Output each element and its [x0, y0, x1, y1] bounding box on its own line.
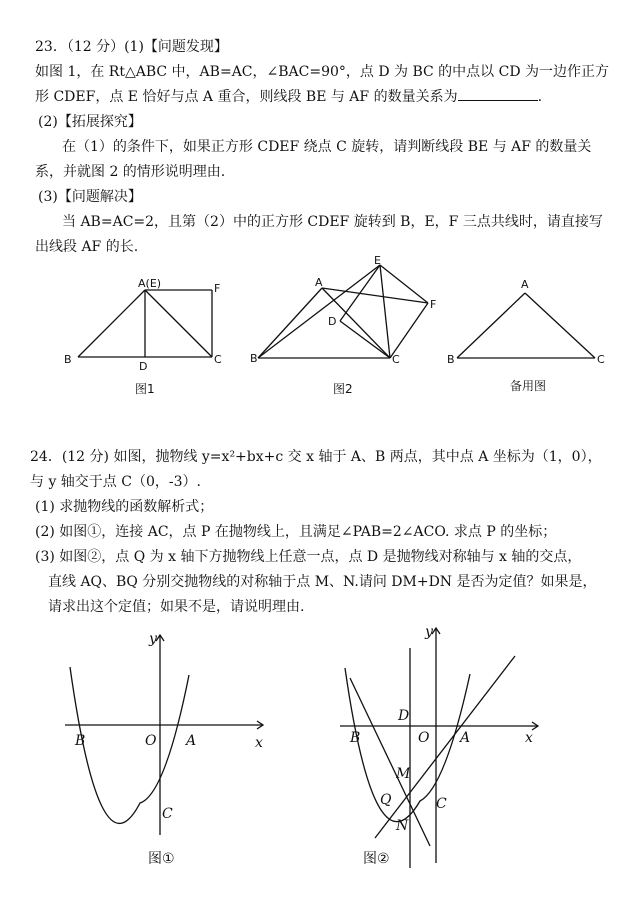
point-label-Q: Q: [380, 792, 392, 808]
point-label-B: B: [250, 352, 258, 365]
q23-text-line: 出线段 AF 的长.: [35, 239, 139, 255]
point-label-C: C: [392, 353, 400, 366]
q23-text-line: 形 CDEF，点 E 恰好与点 A 重合，则线段 BE 与 AF 的数量关系为 .: [35, 89, 543, 105]
q23-figure-spare: [445, 275, 615, 375]
point-label-O: O: [418, 730, 430, 746]
q23-text-line: 在（1）的条件下，如果正方形 CDEF 绕点 C 旋转，请判断线段 BE 与 AF 的数量关: [62, 139, 592, 155]
q24-text-line: 直线 AQ、BQ 分别交抛物线的对称轴于点 M、N.请问 DM+DN 是否为定值？如果是，: [48, 574, 597, 590]
point-label-D: D: [139, 360, 148, 373]
point-label-C: C: [436, 796, 447, 812]
point-label-A: A: [315, 276, 323, 289]
point-label-E: E: [374, 255, 381, 267]
q24-text-line: 请求出这个定值；如果不是，请说明理由.: [48, 599, 305, 615]
point-label-C: C: [214, 353, 222, 366]
figure-caption: 图1: [135, 382, 155, 396]
q24-part1: (1) 求抛物线的函数解析式；: [35, 499, 214, 515]
point-label-F: F: [430, 298, 437, 311]
q24-part3: (3) 如图②，点 Q 为 x 轴下方抛物线上任意一点，点 D 是抛物线对称轴与 x 轴的交点，: [35, 549, 582, 565]
figure-caption: 图①: [148, 851, 175, 867]
point-label-N: N: [396, 818, 409, 834]
point-label-O: O: [145, 733, 157, 749]
q24-part2: (2) 如图①，连接 AC，点 P 在抛物线上，且满足∠PAB=2∠ACO. 求点 P 的坐标；: [35, 524, 557, 540]
answer-blank: [458, 100, 538, 101]
q23-figure-2: [250, 255, 450, 390]
figure-caption: 图2: [333, 382, 353, 396]
q23-text-line: 当 AB=AC=2，且第（2）中的正方形 CDEF 旋转到 B，E，F 三点共线时，请直接写: [62, 214, 603, 230]
point-label-D: D: [328, 315, 337, 328]
point-label-A: A: [521, 278, 529, 291]
point-label-C: C: [162, 806, 173, 822]
q23-text-line: 系，并就图 2 的情形说明理由.: [35, 164, 226, 180]
q23-text-line: 如图 1，在 Rt△ABC 中，AB=AC，∠BAC=90°，点 D 为 BC 的中点以 CD 为一边作正方: [35, 64, 610, 80]
point-label-B: B: [75, 733, 86, 749]
figure-caption: 图②: [363, 851, 390, 867]
q23-part3-heading: (3)【问题解决】: [38, 189, 142, 205]
q24-heading: 24．(12 分) 如图，抛物线 y=x²+bx+c 交 x 轴于 A、B 两点，其中点 A 坐标为（1，0），: [30, 449, 602, 465]
q23-heading: 23．（12 分）(1)【问题发现】: [35, 39, 228, 55]
point-label-D: D: [398, 708, 410, 724]
axis-label-x: x: [255, 735, 263, 751]
axis-label-x: x: [525, 730, 533, 746]
figure-caption: 备用图: [510, 379, 547, 393]
point-label-A: A: [186, 733, 197, 749]
point-label-B: B: [350, 730, 361, 746]
point-label-F: F: [214, 282, 221, 295]
point-label-A: A(E): [138, 277, 162, 290]
point-label-M: M: [396, 766, 411, 782]
axis-label-y: y: [149, 631, 157, 647]
point-label-B: B: [447, 353, 455, 366]
q23-part2-heading: (2)【拓展探究】: [38, 114, 142, 130]
q24-text-line: 与 y 轴交于点 C（0，-3）.: [30, 474, 201, 490]
q24-figure-1: [55, 625, 285, 865]
point-label-B: B: [64, 353, 72, 366]
point-label-A: A: [460, 730, 471, 746]
axis-label-y: y: [425, 624, 433, 640]
point-label-C: C: [597, 353, 605, 366]
q24-figure-2: [330, 618, 560, 878]
